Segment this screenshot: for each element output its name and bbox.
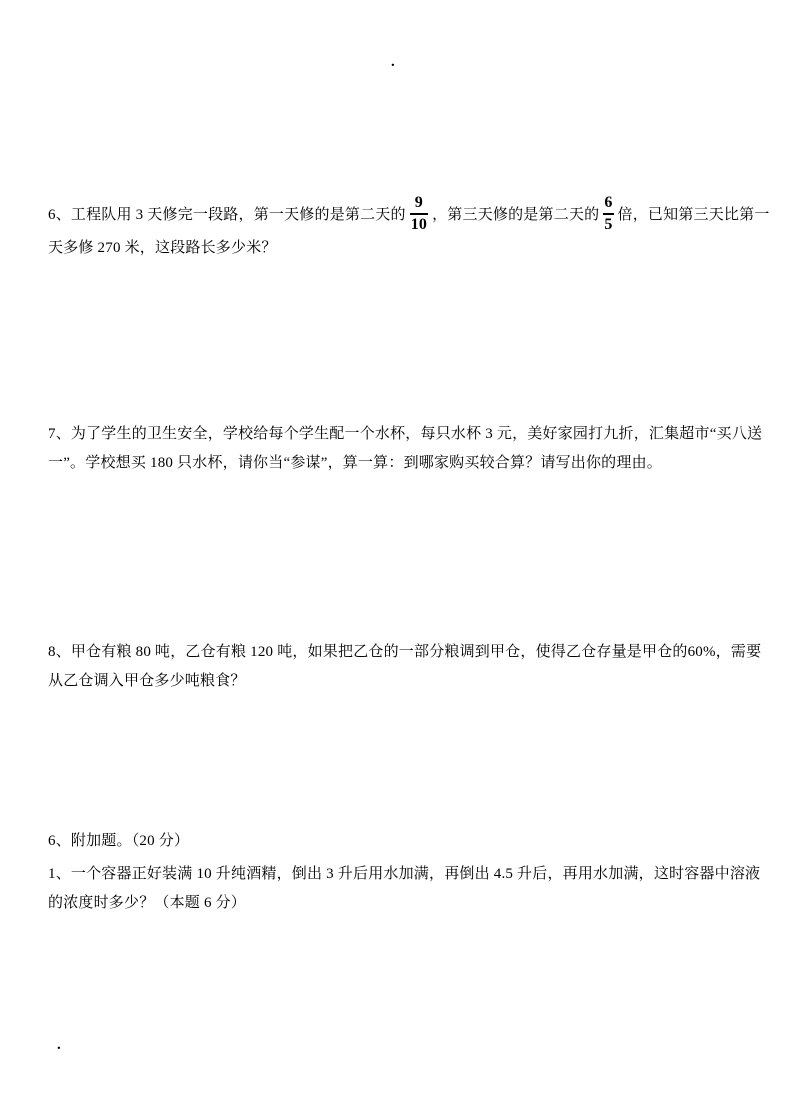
fraction-bar [410,213,428,215]
text-line [48,889,758,918]
fraction [410,195,428,233]
section-6-header [48,827,758,856]
problem-text: 6、附加题。（20 分） [48,833,190,849]
text-line [48,827,758,856]
problem-7 [48,420,763,478]
problem-8 [48,638,762,696]
stray-dot-bottom: . [57,1037,61,1053]
problem-text: 1、一个容器正好装满 10 升纯酒精，倒出 3 升后用水加满，再倒出 4.5 升后，再用水加满，这时容器中溶液 [48,866,761,882]
text-line [48,860,761,889]
problem-text: 的浓度时多少？（本题 6 分） [48,895,247,911]
problem-text: 天多修 270 米，这段路长多少米？ [48,240,277,256]
text-line [48,667,758,696]
bonus-problem-1 [48,860,761,918]
fraction [603,195,613,233]
text-line [48,234,758,263]
fraction-numerator: 9 [414,194,423,211]
problem-text: ，第三天修的是第二天的 [432,206,600,223]
text-line [48,191,770,239]
problem-text: 一”。学校想买 180 只水杯，请你当“参谋”，算一算：到哪家购买较合算？请写出你的理由。 [48,455,662,471]
fraction-denominator: 10 [410,216,428,233]
problem-text: 从乙仓调入甲仓多少吨粮食？ [48,673,246,689]
problem-text: 倍，已知第三天比第一 [617,206,770,223]
fraction-bar [603,213,613,215]
text-line [48,449,758,478]
problem-text: 7、为了学生的卫生安全，学校给每个学生配一个水杯，每只水杯 3 元，美好家园打九折，汇集超市“买八送 [48,426,763,442]
text-line [48,420,763,449]
text-line [48,638,762,667]
stray-dot-top: . [391,54,395,70]
fraction-numerator: 6 [604,194,613,211]
fraction-denominator: 5 [604,216,613,233]
problem-text: 8、甲仓有粮 80 吨，乙仓有粮 120 吨，如果把乙仓的一部分粮调到甲仓，使得乙仓存量是甲仓的60%，需要 [48,644,762,660]
problem-6 [48,191,770,263]
problem-text: 6、工程队用 3 天修完一段路，第一天修的是第二天的 [48,206,406,223]
